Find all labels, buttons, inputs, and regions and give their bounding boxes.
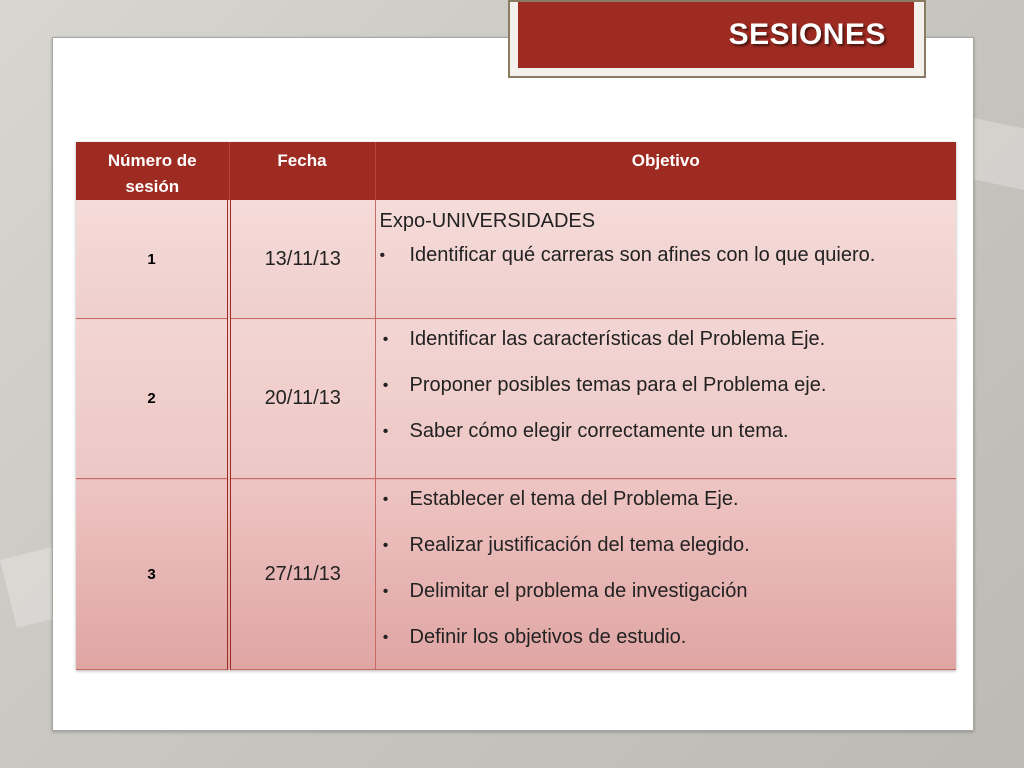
list-item [380,485,954,514]
list-item [380,577,954,606]
objective-text: Delimitar el problema de investigación [409,580,748,602]
bullet-icon: • [382,583,389,600]
list-item [380,241,954,270]
list-item [380,371,954,400]
bullet-icon: • [382,537,389,554]
session-objective [375,200,956,319]
bullet-icon: • [379,247,386,264]
list-item [380,325,954,354]
objective-text: Proponer posibles temas para el Problema eje. [409,374,827,396]
objective-list [380,241,954,270]
bullet-icon: • [382,423,389,440]
sessions-table [76,142,956,670]
session-date: 20/11/13 [229,319,375,479]
objective-heading: Expo-UNIVERSIDADES [379,210,596,232]
session-objective [375,319,956,479]
header-date: Fecha [229,142,375,200]
objective-list [380,485,954,652]
bullet-icon: • [382,629,389,646]
objective-text: Identificar qué carreras son afines con lo que quiero. [409,244,876,266]
table-row [76,319,956,479]
table-row [76,479,956,670]
list-item [380,623,954,652]
session-number: 2 [76,319,229,479]
objective-list [380,325,954,446]
bullet-icon: • [382,491,389,508]
list-item [380,417,954,446]
session-number: 3 [76,479,229,670]
session-objective [375,479,956,670]
objective-text: Definir los objetivos de estudio. [409,626,687,648]
session-date: 13/11/13 [229,200,375,319]
objective-text: Realizar justificación del tema elegido. [409,534,750,556]
table-row [76,200,956,319]
table-header-row [76,142,956,200]
bullet-icon: • [382,331,389,348]
objective-text: Saber cómo elegir correctamente un tema. [409,420,789,442]
slide-title: SESIONES [728,18,886,51]
title-frame [508,0,926,78]
bullet-icon: • [382,377,389,394]
list-item [380,531,954,560]
session-date: 27/11/13 [229,479,375,670]
header-objective: Objetivo [375,142,956,200]
objective-text: Identificar las características del Problema Eje. [409,328,826,350]
title-box [518,2,914,68]
objective-text: Establecer el tema del Problema Eje. [409,488,739,510]
session-number: 1 [76,200,229,319]
header-session-number: Número de sesión [76,142,229,200]
